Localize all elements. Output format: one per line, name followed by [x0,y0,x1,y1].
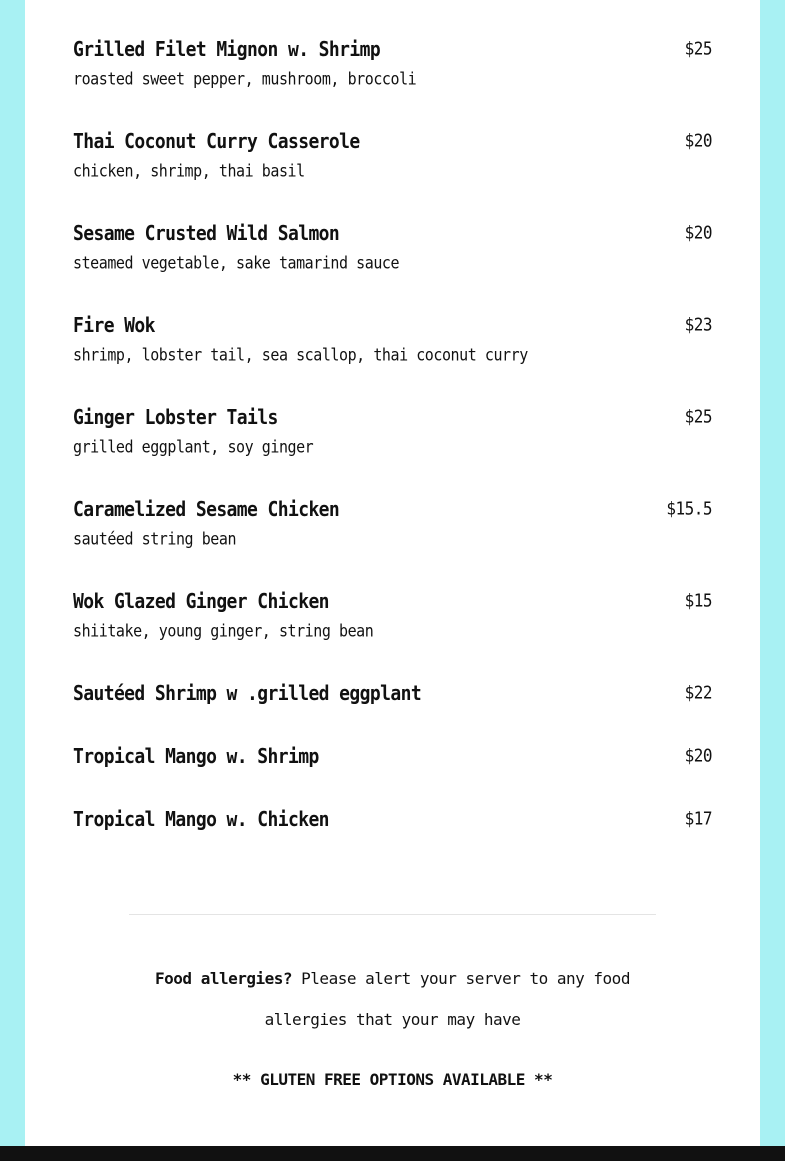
bottom-bar [0,1146,785,1161]
menu-item-name: Ginger Lobster Tails [73,406,278,430]
menu-item-description: steamed vegetable, sake tamarind sauce [73,253,400,273]
menu-item-price: $25 [684,38,712,59]
menu-item-name: Thai Coconut Curry Casserole [73,130,360,154]
allergy-notice-continued [25,1010,760,1029]
menu-item-name: Tropical Mango w. Shrimp [73,745,319,769]
menu-item-name: Fire Wok [73,314,155,338]
allergy-notice-text-continued: allergies that your may have [264,1010,521,1029]
menu-item-description: chicken, shrimp, thai basil [73,161,305,181]
menu-page [25,0,760,1146]
menu-item-name: Wok Glazed Ginger Chicken [73,590,329,614]
allergy-notice [25,969,760,988]
gluten-free-notice: ** GLUTEN FREE OPTIONS AVAILABLE ** [232,1070,553,1089]
menu-item-price: $17 [684,808,712,829]
menu-item-price: $15.5 [666,498,712,519]
menu-item-price: $15 [684,590,712,611]
menu-item-name: Caramelized Sesame Chicken [73,498,340,522]
section-divider [129,914,656,915]
menu-item-price: $20 [684,745,712,766]
menu-item-price: $22 [684,682,712,703]
allergy-notice-heading: Food allergies? [155,969,293,988]
menu-item-name: Grilled Filet Mignon w. Shrimp [73,38,381,62]
menu-item-name: Sautéed Shrimp w .grilled eggplant [73,682,422,706]
menu-item-price: $23 [684,314,712,335]
menu-item-description: grilled eggplant, soy ginger [73,437,314,457]
menu-item-description: sautéed string bean [73,529,237,549]
menu-item-description: shrimp, lobster tail, sea scallop, thai coconut curry [73,345,528,365]
menu-item-name: Sesame Crusted Wild Salmon [73,222,340,246]
menu-item-name: Tropical Mango w. Chicken [73,808,329,832]
allergy-notice-text: Please alert your server to any food [292,969,630,988]
menu-item-description: roasted sweet pepper, mushroom, broccoli [73,69,417,89]
menu-item-price: $20 [684,130,712,151]
menu-item-price: $25 [684,406,712,427]
menu-item-price: $20 [684,222,712,243]
menu-item-description: shiitake, young ginger, string bean [73,621,374,641]
